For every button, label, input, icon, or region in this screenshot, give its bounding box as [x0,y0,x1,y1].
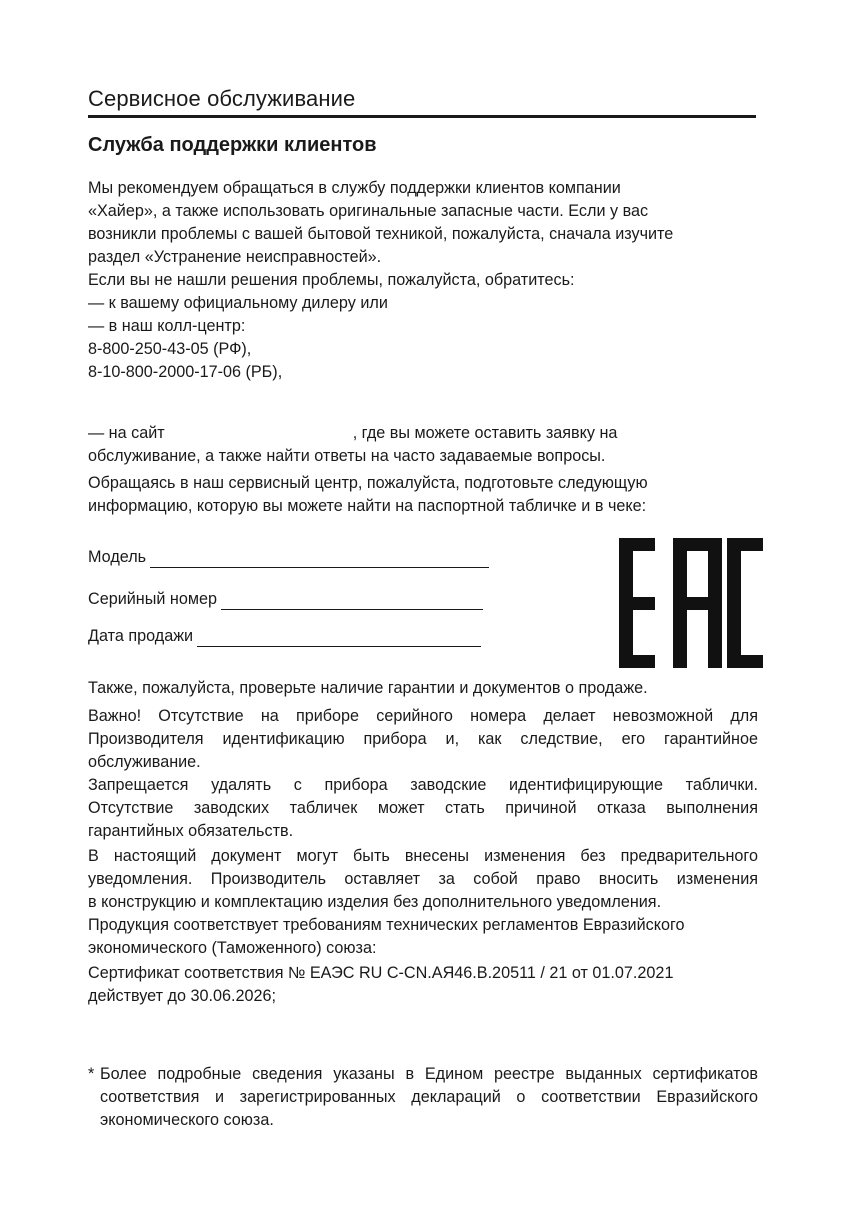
intro-line: раздел «Устранение неисправностей». [88,248,382,266]
website-label: — на сайт [88,424,165,442]
footnote-body [100,1063,758,1132]
intro-line: возникли проблемы с вашей бытовой техникой, пожалуйста, сначала изучите [88,225,674,243]
changes-paragraph [88,845,758,914]
compliance-line: экономического (Таможенного) союза: [88,939,377,957]
footnote-star: * [88,1065,95,1083]
serial-field [88,588,483,610]
certificate-paragraph [88,962,758,1008]
eac-mark-icon [603,516,773,684]
changes-line: уведомления. Производитель оставляет за собой право вносить изменения [88,870,758,888]
website-paragraph [88,422,758,468]
footnote-line: соответствия и зарегистрированных деклараций о соответствии Евразийского [100,1088,758,1106]
compliance-line: Продукция соответствует требованиям технических регламентов Евразийского [88,916,685,934]
dealer-line: — к вашему официальному дилеру или [88,294,388,312]
compliance-paragraph [88,914,758,960]
prohibited-line: Отсутствие заводских табличек может стать причиной отказа выполнения [88,799,758,817]
website-line-end: , где вы можете оставить заявку на [352,424,618,442]
date-blank-line [197,629,481,647]
prep-paragraph [88,472,758,518]
website-line [88,422,758,445]
prep-line: информацию, которую вы можете найти на паспортной табличке и в чеке: [88,497,647,515]
eac-logo [603,516,773,684]
changes-line: в конструкцию и комплектацию изделия без дополнительного уведомления. [88,893,662,911]
check-paragraph [88,677,758,700]
intro-line: Мы рекомендуем обращаться в службу поддержки клиентов компании [88,179,621,197]
intro-line: «Хайер», а также использовать оригинальные запасные части. Если у вас [88,202,649,220]
important-line: Производителя идентификацию прибора и, как следствие, его гарантийное [88,730,758,748]
important-line: обслуживание. [88,753,201,771]
footnote-line: Более подробные сведения указаны в Едином реестре выданных сертификатов [100,1065,758,1083]
prohibited-line: гарантийных обязательств. [88,822,294,840]
prohibited-line: Запрещается удалять с прибора заводские идентифицирующие таблички. [88,776,758,794]
footnote-line: экономического союза. [100,1111,274,1129]
check-line: Также, пожалуйста, проверьте наличие гарантии и документов о продаже. [88,679,648,697]
date-field [88,625,481,647]
intro-line: Если вы не нашли решения проблемы, пожалуйста, обратитесь: [88,271,575,289]
model-label: Модель [88,548,147,566]
model-blank-line [150,550,489,568]
important-paragraph [88,705,758,774]
date-label: Дата продажи [88,627,194,645]
title-divider [88,115,756,118]
footnote [88,1063,758,1132]
phone-by: 8-10-800-2000-17-06 (РБ), [88,363,283,381]
changes-line: В настоящий документ могут быть внесены изменения без предварительного [88,847,758,865]
prohibited-paragraph [88,774,758,843]
callcenter-line: — в наш колл-центр: [88,317,246,335]
serial-label: Серийный номер [88,590,217,608]
prep-line: Обращаясь в наш сервисный центр, пожалуйста, подготовьте следующую [88,474,648,492]
intro-paragraph [88,177,758,384]
serial-blank-line [221,592,483,610]
website-line-2: обслуживание, а также найти ответы на часто задаваемые вопросы. [88,447,606,465]
phone-ru: 8-800-250-43-05 (РФ), [88,340,252,358]
section-title: Сервисное обслуживание [88,86,356,111]
important-line: Важно! Отсутствие на приборе серийного номера делает невозможной для [88,707,758,725]
certificate-validity: действует до 30.06.2026; [88,987,276,1005]
model-field [88,546,489,568]
certificate-line: Сертификат соответствия № ЕАЭС RU C-CN.АЯ46.В.20511 / 21 от 01.07.2021 [88,964,674,982]
page-heading: Служба поддержки клиентов [88,134,377,156]
